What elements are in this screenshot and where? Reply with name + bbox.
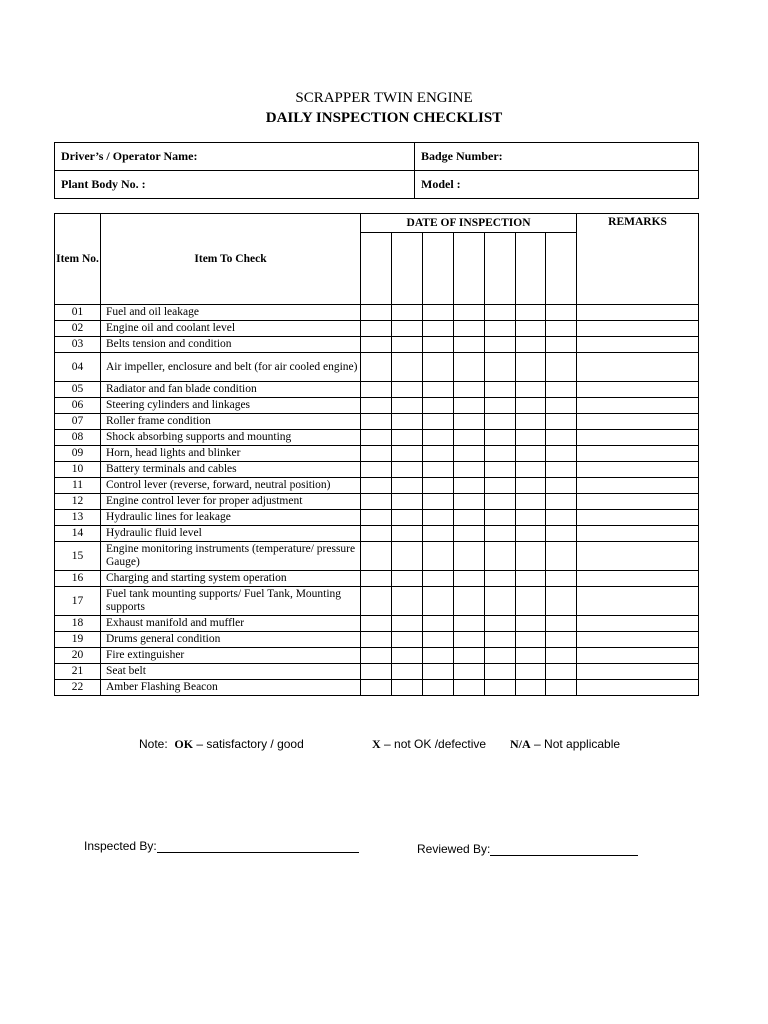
item-number: 16 (55, 571, 101, 587)
inspection-check-cell[interactable] (361, 571, 392, 587)
item-description: Engine oil and coolant level (101, 321, 361, 337)
inspection-check-cell[interactable] (485, 587, 516, 616)
inspection-check-cell[interactable] (392, 571, 423, 587)
inspection-check-cell[interactable] (423, 382, 454, 398)
inspection-check-cell[interactable] (454, 632, 485, 648)
inspection-check-cell[interactable] (485, 478, 516, 494)
date-column-5[interactable] (485, 233, 516, 305)
inspection-check-cell[interactable] (361, 616, 392, 632)
checklist-row (55, 353, 699, 382)
ok-text: – satisfactory / good (196, 737, 304, 751)
checklist-row (55, 414, 699, 430)
item-number: 06 (55, 398, 101, 414)
checklist-row (55, 680, 699, 696)
item-number: 13 (55, 510, 101, 526)
inspection-check-cell[interactable] (485, 446, 516, 462)
inspection-checklist-table (54, 213, 699, 696)
inspected-by-label: Inspected By: (84, 839, 157, 853)
item-number: 10 (55, 462, 101, 478)
remarks-cell[interactable] (577, 542, 699, 571)
inspection-check-cell[interactable] (392, 510, 423, 526)
remarks-cell[interactable] (577, 680, 699, 696)
inspection-check-cell[interactable] (485, 664, 516, 680)
inspection-check-cell[interactable] (423, 305, 454, 321)
inspection-check-cell[interactable] (485, 462, 516, 478)
reviewed-by-label: Reviewed By: (417, 842, 491, 856)
inspection-check-cell[interactable] (454, 526, 485, 542)
checklist-row (55, 648, 699, 664)
inspection-check-cell[interactable] (423, 571, 454, 587)
inspection-check-cell[interactable] (454, 305, 485, 321)
inspection-check-cell[interactable] (516, 587, 546, 616)
item-description: Engine control lever for proper adjustment (101, 494, 361, 510)
inspection-check-cell[interactable] (454, 664, 485, 680)
inspection-check-cell[interactable] (485, 494, 516, 510)
item-number: 17 (55, 587, 101, 616)
inspection-check-cell[interactable] (546, 526, 577, 542)
item-number: 07 (55, 414, 101, 430)
date-column-6[interactable] (516, 233, 546, 305)
item-number: 08 (55, 430, 101, 446)
remarks-cell[interactable] (577, 414, 699, 430)
document-title: SCRAPPER TWIN ENGINE (295, 90, 473, 106)
inspection-check-cell[interactable] (361, 526, 392, 542)
inspection-check-cell[interactable] (392, 305, 423, 321)
inspection-check-cell[interactable] (454, 414, 485, 430)
remarks-cell[interactable] (577, 478, 699, 494)
remarks-cell[interactable] (577, 353, 699, 382)
inspection-check-cell[interactable] (392, 587, 423, 616)
remarks-cell[interactable] (577, 430, 699, 446)
inspection-check-cell[interactable] (361, 680, 392, 696)
inspection-check-cell[interactable] (361, 462, 392, 478)
header-info-table (54, 142, 699, 199)
inspection-check-cell[interactable] (516, 321, 546, 337)
legend-defective (372, 737, 486, 752)
inspection-check-cell[interactable] (361, 337, 392, 353)
inspection-check-cell[interactable] (546, 587, 577, 616)
inspection-check-cell[interactable] (361, 321, 392, 337)
item-number: 01 (55, 305, 101, 321)
inspection-check-cell[interactable] (423, 462, 454, 478)
checklist-row (55, 571, 699, 587)
inspection-check-cell[interactable] (485, 305, 516, 321)
inspection-check-cell[interactable] (423, 353, 454, 382)
inspection-check-cell[interactable] (485, 414, 516, 430)
inspection-check-cell[interactable] (361, 494, 392, 510)
inspection-check-cell[interactable] (546, 648, 577, 664)
inspection-check-cell[interactable] (454, 571, 485, 587)
inspection-check-cell[interactable] (392, 616, 423, 632)
inspection-check-cell[interactable] (392, 680, 423, 696)
inspection-check-cell[interactable] (454, 478, 485, 494)
inspection-check-cell[interactable] (392, 430, 423, 446)
inspection-check-cell[interactable] (423, 648, 454, 664)
driver-operator-name-field[interactable]: Driver’s / Operator Name: (55, 143, 415, 171)
item-number: 22 (55, 680, 101, 696)
remarks-cell[interactable] (577, 321, 699, 337)
item-to-check-header: Item To Check (101, 214, 361, 305)
inspection-check-cell[interactable] (546, 305, 577, 321)
item-number: 19 (55, 632, 101, 648)
inspection-check-cell[interactable] (423, 664, 454, 680)
item-description: Shock absorbing supports and mounting (101, 430, 361, 446)
inspection-check-cell[interactable] (454, 382, 485, 398)
checklist-row (55, 510, 699, 526)
inspection-check-cell[interactable] (454, 353, 485, 382)
inspection-check-cell[interactable] (423, 414, 454, 430)
item-number: 04 (55, 353, 101, 382)
inspected-by-line[interactable] (157, 852, 359, 853)
item-description: Amber Flashing Beacon (101, 680, 361, 696)
item-description: Drums general condition (101, 632, 361, 648)
inspection-check-cell[interactable] (485, 430, 516, 446)
inspection-check-cell[interactable] (423, 587, 454, 616)
na-text: – Not applicable (534, 737, 621, 751)
item-number: 18 (55, 616, 101, 632)
inspection-check-cell[interactable] (454, 616, 485, 632)
note-prefix: Note: (139, 737, 168, 751)
checklist-row (55, 616, 699, 632)
inspection-check-cell[interactable] (485, 353, 516, 382)
inspection-check-cell[interactable] (361, 648, 392, 664)
inspection-check-cell[interactable] (546, 382, 577, 398)
checklist-row (55, 321, 699, 337)
checklist-row (55, 494, 699, 510)
item-number: 20 (55, 648, 101, 664)
item-description: Hydraulic fluid level (101, 526, 361, 542)
inspection-check-cell[interactable] (361, 478, 392, 494)
x-text: – not OK /defective (384, 737, 487, 751)
remarks-header: REMARKS (577, 214, 699, 305)
inspection-check-cell[interactable] (516, 680, 546, 696)
item-description: Engine monitoring instruments (temperature/ pressure Gauge) (101, 542, 361, 571)
checklist-body (55, 305, 699, 696)
inspection-check-cell[interactable] (423, 321, 454, 337)
inspection-check-cell[interactable] (423, 430, 454, 446)
inspection-check-cell[interactable] (392, 648, 423, 664)
remarks-cell[interactable] (577, 632, 699, 648)
inspection-check-cell[interactable] (392, 321, 423, 337)
inspection-check-cell[interactable] (546, 321, 577, 337)
inspection-check-cell[interactable] (546, 414, 577, 430)
inspection-check-cell[interactable] (361, 414, 392, 430)
inspection-check-cell[interactable] (454, 337, 485, 353)
inspection-check-cell[interactable] (516, 353, 546, 382)
checklist-row (55, 632, 699, 648)
inspection-check-cell[interactable] (516, 571, 546, 587)
remarks-cell[interactable] (577, 382, 699, 398)
inspection-check-cell[interactable] (423, 616, 454, 632)
checklist-row (55, 382, 699, 398)
inspection-check-cell[interactable] (516, 305, 546, 321)
remarks-cell[interactable] (577, 526, 699, 542)
date-column-7[interactable] (546, 233, 577, 305)
inspection-check-cell[interactable] (516, 478, 546, 494)
inspection-check-cell[interactable] (516, 648, 546, 664)
badge-number-field[interactable]: Badge Number: (415, 143, 699, 171)
item-description: Radiator and fan blade condition (101, 382, 361, 398)
checklist-row (55, 542, 699, 571)
remarks-cell[interactable] (577, 494, 699, 510)
inspection-check-cell[interactable] (392, 664, 423, 680)
inspection-check-cell[interactable] (454, 430, 485, 446)
inspection-check-cell[interactable] (516, 526, 546, 542)
inspection-check-cell[interactable] (516, 462, 546, 478)
inspection-check-cell[interactable] (485, 648, 516, 664)
inspection-check-cell[interactable] (516, 542, 546, 571)
inspection-check-cell[interactable] (516, 616, 546, 632)
inspection-check-cell[interactable] (361, 382, 392, 398)
item-no-header: Item No. (55, 214, 101, 305)
item-number: 15 (55, 542, 101, 571)
inspection-check-cell[interactable] (392, 337, 423, 353)
inspection-check-cell[interactable] (392, 446, 423, 462)
checklist-row (55, 430, 699, 446)
inspection-check-cell[interactable] (361, 353, 392, 382)
inspection-check-cell[interactable] (485, 680, 516, 696)
item-description: Air impeller, enclosure and belt (for air cooled engine) (101, 353, 361, 382)
remarks-cell[interactable] (577, 398, 699, 414)
inspection-check-cell[interactable] (546, 571, 577, 587)
item-description: Fire extinguisher (101, 648, 361, 664)
item-number: 12 (55, 494, 101, 510)
inspection-check-cell[interactable] (485, 616, 516, 632)
inspection-check-cell[interactable] (485, 542, 516, 571)
inspection-check-cell[interactable] (546, 430, 577, 446)
date-column-1[interactable] (361, 233, 392, 305)
inspection-check-cell[interactable] (546, 398, 577, 414)
inspection-check-cell[interactable] (546, 664, 577, 680)
item-number: 02 (55, 321, 101, 337)
inspection-check-cell[interactable] (516, 414, 546, 430)
inspection-check-cell[interactable] (454, 462, 485, 478)
inspection-check-cell[interactable] (423, 446, 454, 462)
inspection-check-cell[interactable] (392, 398, 423, 414)
remarks-cell[interactable] (577, 510, 699, 526)
document-subtitle: DAILY INSPECTION CHECKLIST (265, 110, 503, 126)
inspection-check-cell[interactable] (546, 353, 577, 382)
inspection-check-cell[interactable] (546, 632, 577, 648)
inspection-check-cell[interactable] (361, 664, 392, 680)
checklist-row (55, 587, 699, 616)
inspection-check-cell[interactable] (516, 664, 546, 680)
inspection-check-cell[interactable] (516, 398, 546, 414)
ok-code: OK (174, 737, 194, 751)
inspection-check-cell[interactable] (454, 446, 485, 462)
remarks-cell[interactable] (577, 337, 699, 353)
inspection-check-cell[interactable] (361, 510, 392, 526)
inspection-check-cell[interactable] (392, 542, 423, 571)
checklist-row (55, 337, 699, 353)
inspection-check-cell[interactable] (546, 337, 577, 353)
inspection-check-cell[interactable] (546, 680, 577, 696)
inspection-check-cell[interactable] (454, 680, 485, 696)
inspection-check-cell[interactable] (485, 526, 516, 542)
date-column-2[interactable] (392, 233, 423, 305)
inspection-check-cell[interactable] (454, 321, 485, 337)
inspection-check-cell[interactable] (485, 398, 516, 414)
item-description: Steering cylinders and linkages (101, 398, 361, 414)
inspection-check-cell[interactable] (516, 337, 546, 353)
inspection-check-cell[interactable] (361, 446, 392, 462)
reviewed-by-signature (417, 842, 638, 856)
inspection-check-cell[interactable] (546, 494, 577, 510)
checklist-row (55, 398, 699, 414)
item-number: 09 (55, 446, 101, 462)
item-number: 11 (55, 478, 101, 494)
inspection-check-cell[interactable] (516, 430, 546, 446)
checklist-row (55, 664, 699, 680)
remarks-cell[interactable] (577, 587, 699, 616)
inspection-check-cell[interactable] (546, 542, 577, 571)
inspection-check-cell[interactable] (454, 542, 485, 571)
item-number: 14 (55, 526, 101, 542)
inspection-check-cell[interactable] (423, 494, 454, 510)
remarks-cell[interactable] (577, 616, 699, 632)
plant-body-no-field[interactable]: Plant Body No. : (55, 171, 415, 199)
inspection-check-cell[interactable] (546, 510, 577, 526)
inspection-check-cell[interactable] (423, 680, 454, 696)
inspection-check-cell[interactable] (423, 337, 454, 353)
inspection-check-cell[interactable] (516, 494, 546, 510)
inspection-check-cell[interactable] (423, 632, 454, 648)
item-description: Fuel and oil leakage (101, 305, 361, 321)
checklist-row (55, 446, 699, 462)
item-description: Hydraulic lines for leakage (101, 510, 361, 526)
inspection-check-cell[interactable] (516, 446, 546, 462)
item-description: Charging and starting system operation (101, 571, 361, 587)
item-description: Seat belt (101, 664, 361, 680)
inspection-check-cell[interactable] (546, 478, 577, 494)
item-description: Control lever (reverse, forward, neutral position) (101, 478, 361, 494)
remarks-cell[interactable] (577, 305, 699, 321)
inspection-check-cell[interactable] (423, 526, 454, 542)
item-number: 03 (55, 337, 101, 353)
inspection-check-cell[interactable] (361, 430, 392, 446)
inspection-check-cell[interactable] (485, 337, 516, 353)
inspection-check-cell[interactable] (485, 510, 516, 526)
inspection-check-cell[interactable] (516, 632, 546, 648)
inspection-check-cell[interactable] (485, 321, 516, 337)
inspection-check-cell[interactable] (485, 571, 516, 587)
inspection-check-cell[interactable] (392, 382, 423, 398)
item-number: 21 (55, 664, 101, 680)
remarks-cell[interactable] (577, 462, 699, 478)
inspection-check-cell[interactable] (516, 510, 546, 526)
na-code: N/A (510, 737, 531, 751)
inspection-check-cell[interactable] (454, 648, 485, 664)
item-description: Battery terminals and cables (101, 462, 361, 478)
inspected-by-signature (84, 839, 359, 853)
inspection-check-cell[interactable] (454, 510, 485, 526)
item-description: Fuel tank mounting supports/ Fuel Tank, Mounting supports (101, 587, 361, 616)
date-column-4[interactable] (454, 233, 485, 305)
inspection-check-cell[interactable] (546, 446, 577, 462)
legend-not-applicable (510, 737, 620, 752)
inspection-check-cell[interactable] (392, 494, 423, 510)
date-of-inspection-header: DATE OF INSPECTION (361, 214, 577, 233)
inspection-check-cell[interactable] (392, 632, 423, 648)
model-field[interactable]: Model : (415, 171, 699, 199)
date-column-3[interactable] (423, 233, 454, 305)
inspection-check-cell[interactable] (392, 353, 423, 382)
checklist-row (55, 462, 699, 478)
item-description: Roller frame condition (101, 414, 361, 430)
reviewed-by-line[interactable] (490, 855, 638, 856)
inspection-check-cell[interactable] (392, 462, 423, 478)
inspection-check-cell[interactable] (392, 414, 423, 430)
item-number: 05 (55, 382, 101, 398)
remarks-cell[interactable] (577, 664, 699, 680)
remarks-cell[interactable] (577, 648, 699, 664)
inspection-check-cell[interactable] (423, 478, 454, 494)
inspection-check-cell[interactable] (454, 398, 485, 414)
inspection-check-cell[interactable] (423, 542, 454, 571)
inspection-check-cell[interactable] (485, 382, 516, 398)
checklist-row (55, 478, 699, 494)
inspection-check-cell[interactable] (361, 587, 392, 616)
inspection-check-cell[interactable] (454, 494, 485, 510)
legend-note (139, 737, 304, 752)
inspection-check-cell[interactable] (454, 587, 485, 616)
remarks-cell[interactable] (577, 571, 699, 587)
checklist-row (55, 305, 699, 321)
x-code: X (372, 737, 381, 751)
item-description: Belts tension and condition (101, 337, 361, 353)
inspection-check-cell[interactable] (361, 398, 392, 414)
inspection-check-cell[interactable] (392, 478, 423, 494)
inspection-check-cell[interactable] (361, 305, 392, 321)
inspection-check-cell[interactable] (423, 398, 454, 414)
inspection-check-cell[interactable] (361, 542, 392, 571)
inspection-check-cell[interactable] (546, 462, 577, 478)
checklist-row (55, 526, 699, 542)
item-description: Horn, head lights and blinker (101, 446, 361, 462)
inspection-check-cell[interactable] (485, 632, 516, 648)
inspection-check-cell[interactable] (423, 510, 454, 526)
inspection-check-cell[interactable] (516, 382, 546, 398)
inspection-check-cell[interactable] (392, 526, 423, 542)
item-description: Exhaust manifold and muffler (101, 616, 361, 632)
remarks-cell[interactable] (577, 446, 699, 462)
inspection-check-cell[interactable] (546, 616, 577, 632)
inspection-check-cell[interactable] (361, 632, 392, 648)
